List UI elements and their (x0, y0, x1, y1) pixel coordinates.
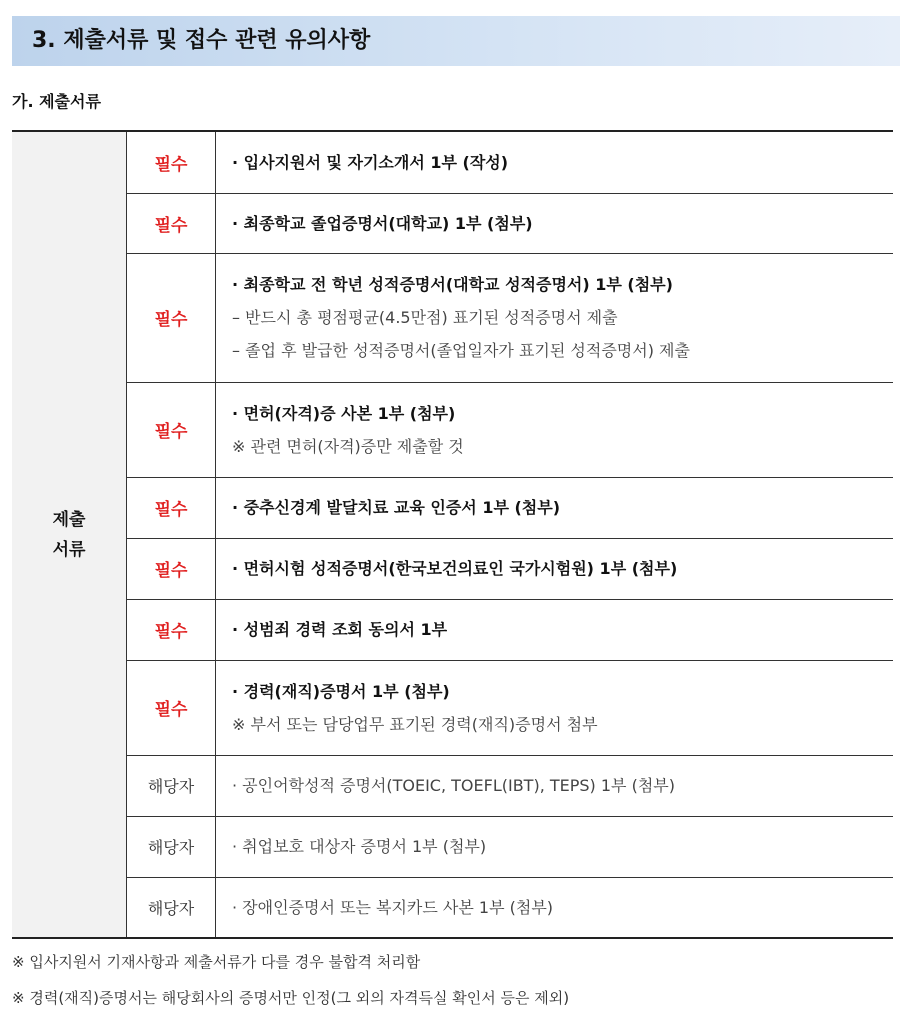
status-badge: 필수 (127, 538, 216, 599)
document-line: · 입사지원서 및 자기소개서 1부 (작성) (232, 152, 509, 172)
table-row (12, 382, 893, 477)
category-line-1: 제출 (52, 509, 86, 530)
table-row (12, 877, 893, 938)
table-row (12, 755, 893, 816)
document-description (216, 193, 894, 253)
document-description (216, 538, 894, 599)
table-row (12, 193, 893, 253)
category-line-2: 서류 (52, 539, 86, 560)
table-row (12, 816, 893, 877)
table-row (12, 538, 893, 599)
category-cell (12, 131, 127, 938)
status-badge: 필수 (127, 193, 216, 253)
document-line: · 장애인증명서 또는 복지카드 사본 1부 (첨부) (232, 897, 554, 917)
status-badge: 필수 (127, 382, 216, 477)
document-line: · 중추신경계 발달치료 교육 인증서 1부 (첨부) (232, 498, 561, 517)
section-title: 3. 제출서류 및 접수 관련 유의사항 (12, 16, 900, 66)
status-badge: 필수 (127, 131, 216, 193)
document-description (216, 131, 894, 193)
document-subline: – 졸업 후 발급한 성적증명서(졸업일자가 표기된 성적증명서) 제출 (232, 341, 690, 360)
document-description (216, 660, 894, 755)
table-row (12, 253, 893, 382)
status-badge: 해당자 (127, 755, 216, 816)
document-description (216, 877, 894, 938)
table-row (12, 599, 893, 660)
footnote: ※ 경력(재직)증명서는 해당회사의 증명서만 인정(그 외의 자격득실 확인서 등은 제외) (12, 989, 570, 1007)
status-badge: 필수 (127, 253, 216, 382)
status-badge: 필수 (127, 599, 216, 660)
document-line: · 성범죄 경력 조회 동의서 1부 (232, 620, 448, 639)
document-line: · 면허(자격)증 사본 1부 (첨부) (232, 403, 456, 423)
table-row (12, 477, 893, 538)
document-line: · 경력(재직)증명서 1부 (첨부) (232, 681, 450, 701)
status-badge: 필수 (127, 660, 216, 755)
table-row (12, 660, 893, 755)
document-subline: ※ 부서 또는 담당업무 표기된 경력(재직)증명서 첨부 (232, 714, 598, 734)
document-subline: ※ 관련 면허(자격)증만 제출할 것 (232, 436, 464, 456)
sub-title: 가. 제출서류 (12, 92, 101, 111)
document-description (216, 599, 894, 660)
table-row (12, 131, 893, 193)
document-line: · 최종학교 전 학년 성적증명서(대학교 성적증명서) 1부 (첨부) (232, 275, 673, 294)
document-description (216, 382, 894, 477)
footnote: ※ 입사지원서 기재사항과 제출서류가 다를 경우 불합격 처리함 (12, 953, 421, 971)
document-description (216, 253, 894, 382)
status-badge: 해당자 (127, 877, 216, 938)
document-line: · 최종학교 졸업증명서(대학교) 1부 (첨부) (232, 213, 533, 233)
document-line: · 면허시험 성적증명서(한국보건의료인 국가시험원) 1부 (첨부) (232, 559, 678, 578)
status-badge: 필수 (127, 477, 216, 538)
document-description (216, 816, 894, 877)
status-badge: 해당자 (127, 816, 216, 877)
document-description (216, 755, 894, 816)
documents-table (12, 130, 893, 939)
document-line: · 취업보호 대상자 증명서 1부 (첨부) (232, 837, 487, 856)
document-description (216, 477, 894, 538)
document-subline: – 반드시 총 평점평균(4.5만점) 표기된 성적증명서 제출 (232, 308, 618, 327)
document-line: · 공인어학성적 증명서(TOEIC, TOEFL(IBT), TEPS) 1부 (첨부) (232, 776, 675, 795)
